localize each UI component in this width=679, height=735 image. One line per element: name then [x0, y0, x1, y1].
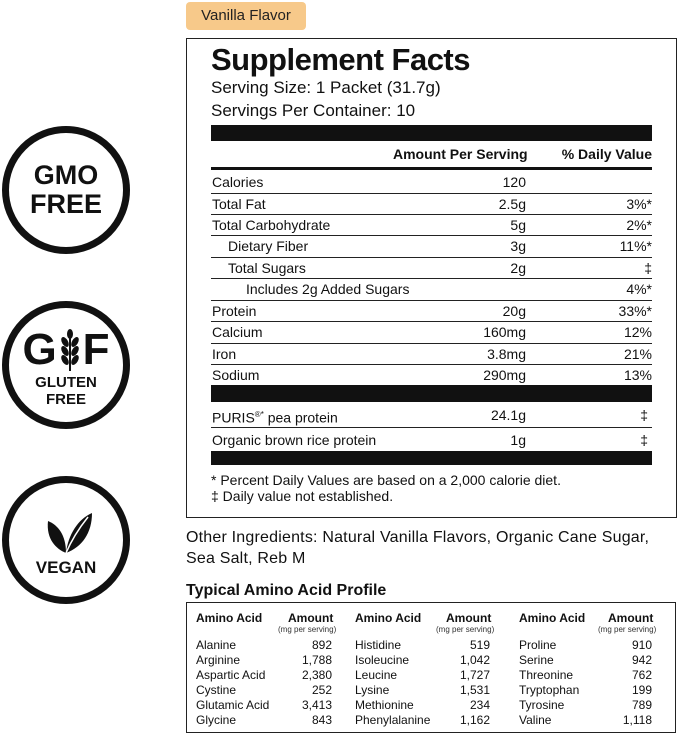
- nutrient-label: Dietary Fiber: [228, 238, 309, 254]
- nutrient-label: Protein: [212, 303, 257, 319]
- serving-size: Serving Size: 1 Packet (31.7g): [211, 78, 441, 97]
- amino-acid-name: Methionine: [355, 698, 414, 712]
- amino-acid-name: Proline: [519, 638, 557, 652]
- amino-acid-name: Glutamic Acid: [196, 698, 270, 712]
- amino-header-unit: (mg per serving): [436, 625, 495, 634]
- amino-acid-amount: 789: [631, 698, 652, 712]
- thick-divider-middle: [211, 385, 652, 402]
- gluten-label: GLUTEN: [35, 374, 97, 391]
- nutrient-row: [211, 343, 652, 364]
- gf-logo: [22, 325, 110, 374]
- leaf-icon: [38, 509, 94, 555]
- nutrient-row: [211, 257, 652, 278]
- nutrient-amount: 2.5g: [498, 196, 526, 212]
- amino-acid-amount: 2,380: [301, 668, 332, 682]
- nutrient-label: Includes 2g Added Sugars: [246, 281, 410, 297]
- amino-header-amount: Amount: [608, 611, 654, 625]
- amino-header-acid: Amino Acid: [519, 611, 586, 625]
- amino-header-unit: (mg per serving): [598, 625, 657, 634]
- amino-acid-amount: 199: [631, 683, 652, 697]
- gluten-free-label: FREE: [45, 391, 86, 408]
- amino-acid-amount: 1,788: [301, 653, 332, 667]
- nutrient-label: Total Fat: [212, 196, 266, 212]
- amino-acid-amount: 3,413: [301, 698, 332, 712]
- nutrient-label: Iron: [212, 346, 237, 362]
- blend-daily-value: ‡: [640, 432, 648, 448]
- gluten-free-badge: [2, 301, 130, 429]
- medium-divider: [211, 167, 652, 170]
- vegan-label: VEGAN: [35, 557, 97, 577]
- nutrient-daily-value: 12%: [623, 324, 652, 340]
- blend-row: [211, 427, 652, 451]
- nutrient-daily-value: 4%*: [626, 281, 652, 297]
- gmo-label: GMO: [33, 160, 99, 190]
- nutrient-row: [211, 321, 652, 342]
- nutrient-row: [211, 235, 652, 256]
- amino-acid-name: Isoleucine: [355, 653, 410, 667]
- nutrient-label: Total Carbohydrate: [212, 217, 331, 233]
- blend-daily-value: ‡: [640, 407, 648, 423]
- gmo-free-badge: [2, 126, 130, 254]
- amino-acid-name: Threonine: [519, 668, 574, 682]
- amino-acid-amount: 519: [469, 638, 490, 652]
- amino-acid-amount: 252: [311, 683, 332, 697]
- gf-letter-f: F: [82, 325, 110, 374]
- amino-acid-name: Phenylalanine: [355, 713, 431, 727]
- footnote-daily-values: * Percent Daily Values are based on a 2,000 calorie diet.: [211, 472, 561, 488]
- nutrient-row: [211, 214, 652, 235]
- servings-per-container: Servings Per Container: 10: [211, 101, 416, 120]
- nutrient-daily-value: 33%*: [618, 303, 652, 319]
- nutrient-amount: 3.8mg: [487, 346, 526, 362]
- amino-acid-amount: 1,162: [459, 713, 490, 727]
- blend-amount: 24.1g: [490, 407, 526, 423]
- amino-header-amount: Amount: [446, 611, 492, 625]
- facts-title: Supplement Facts: [211, 42, 470, 77]
- amino-acid-name: Lysine: [355, 683, 390, 697]
- thick-divider-bottom: [211, 451, 652, 465]
- amino-acid-amount: 1,727: [459, 668, 490, 682]
- nutrient-row: [211, 172, 652, 193]
- amino-acid-name: Aspartic Acid: [196, 668, 266, 682]
- nutrient-daily-value: 3%*: [626, 196, 652, 212]
- amino-acid-name: Tyrosine: [519, 698, 565, 712]
- nutrient-amount: 5g: [510, 217, 526, 233]
- amino-acid-name: Glycine: [196, 713, 237, 727]
- nutrient-row: [211, 300, 652, 321]
- header-amount-per-serving: Amount Per Serving: [393, 146, 528, 162]
- nutrient-amount: 3g: [510, 238, 526, 254]
- amino-acid-name: Serine: [519, 653, 554, 667]
- nutrient-label: Sodium: [212, 367, 260, 383]
- thick-divider-top: [211, 125, 652, 141]
- amino-acid-amount: 843: [311, 713, 332, 727]
- nutrient-label: Calories: [212, 174, 264, 190]
- amino-header-acid: Amino Acid: [196, 611, 263, 625]
- amino-acid-amount: 1,118: [622, 713, 652, 727]
- header-daily-value: % Daily Value: [561, 146, 652, 162]
- amino-acid-name: Arginine: [196, 653, 241, 667]
- amino-acid-amount: 1,531: [459, 683, 490, 697]
- amino-acid-name: Alanine: [196, 638, 237, 652]
- amino-acid-name: Valine: [519, 713, 552, 727]
- amino-acid-amount: 762: [631, 668, 652, 682]
- wheat-icon: [59, 329, 81, 371]
- amino-acid-name: Tryptophan: [519, 683, 580, 697]
- blend-row: [211, 403, 652, 427]
- nutrient-daily-value: 11%*: [619, 238, 652, 254]
- amino-header-amount: Amount: [288, 611, 334, 625]
- other-ingredients: Other Ingredients: Natural Vanilla Flavors, Organic Cane Sugar, Sea Salt, Reb M: [186, 529, 650, 567]
- gf-letter-g: G: [22, 325, 57, 374]
- nutrient-label: Calcium: [212, 324, 263, 340]
- nutrient-row: [211, 364, 652, 385]
- nutrient-row: [211, 193, 652, 214]
- amino-acid-name: Histidine: [355, 638, 402, 652]
- blend-label: Organic brown rice protein: [212, 432, 377, 448]
- nutrient-amount: 120: [502, 174, 526, 190]
- amino-acid-name: Leucine: [355, 668, 398, 682]
- nutrient-amount: 20g: [502, 303, 526, 319]
- flavor-tag: Vanilla Flavor: [186, 2, 306, 30]
- amino-acid-amount: 1,042: [459, 653, 490, 667]
- blend-label: PURIS®* pea protein: [212, 409, 338, 426]
- nutrient-label: Total Sugars: [228, 260, 306, 276]
- blend-amount: 1g: [510, 432, 526, 448]
- nutrient-daily-value: 13%: [623, 367, 652, 383]
- amino-acid-amount: 892: [311, 638, 332, 652]
- amino-acid-amount: 942: [631, 653, 652, 667]
- amino-header-unit: (mg per serving): [278, 625, 337, 634]
- amino-acid-amount: 234: [469, 698, 490, 712]
- footnote-not-established: ‡ Daily value not established.: [211, 488, 394, 504]
- vegan-badge: [2, 476, 130, 604]
- nutrient-daily-value: 21%: [623, 346, 652, 362]
- nutrient-amount: 290mg: [483, 367, 526, 383]
- amino-profile-title: Typical Amino Acid Profile: [186, 582, 387, 599]
- amino-acid-amount: 910: [631, 638, 652, 652]
- nutrient-row: [211, 278, 652, 299]
- nutrient-daily-value: 2%*: [626, 217, 652, 233]
- amino-acid-name: Cystine: [196, 683, 237, 697]
- nutrient-amount: 2g: [510, 260, 526, 276]
- nutrient-amount: 160mg: [483, 324, 526, 340]
- nutrient-daily-value: ‡: [644, 260, 652, 276]
- gmo-free-label: FREE: [29, 189, 102, 219]
- amino-header-acid: Amino Acid: [355, 611, 422, 625]
